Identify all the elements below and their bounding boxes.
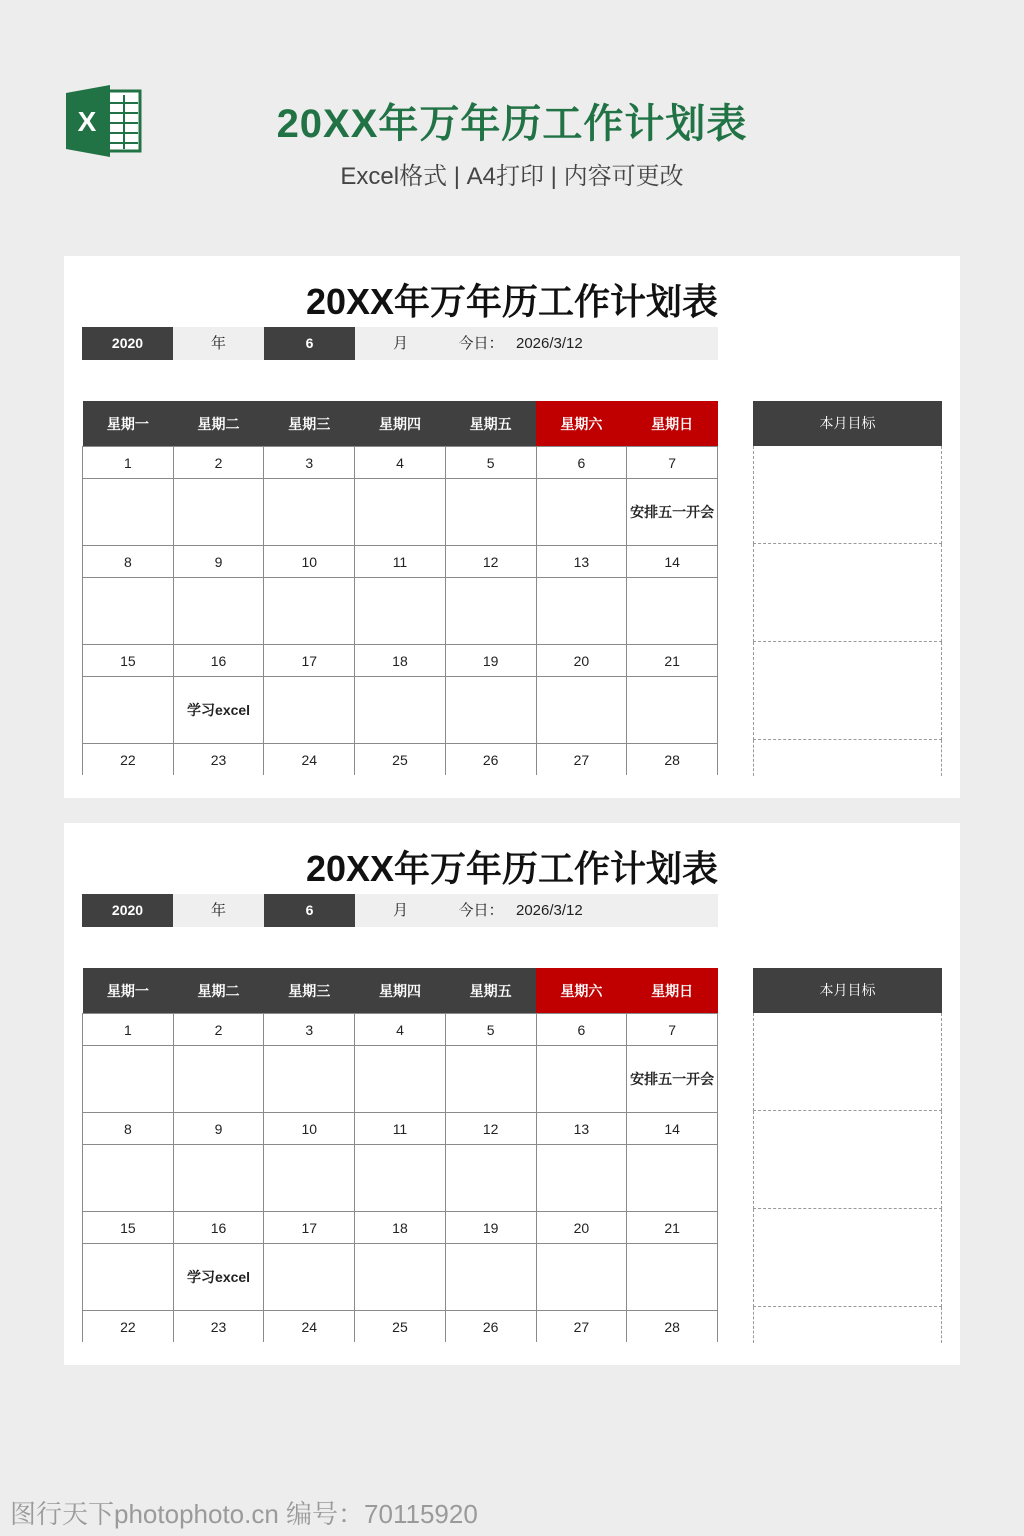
- date-cell[interactable]: 16: [173, 645, 264, 677]
- note-cell[interactable]: [445, 1145, 536, 1212]
- note-cell[interactable]: [536, 1145, 627, 1212]
- date-cell[interactable]: 4: [355, 447, 446, 479]
- note-cell[interactable]: [83, 1046, 174, 1113]
- date-row: [83, 645, 718, 677]
- weekday-header: 星期五: [445, 401, 536, 447]
- today-value: 2026/3/12: [516, 327, 718, 360]
- note-cell[interactable]: [536, 1244, 627, 1311]
- date-cell[interactable]: 4: [355, 1014, 446, 1046]
- date-cell[interactable]: 6: [536, 447, 627, 479]
- weekday-header: 星期日: [627, 401, 718, 447]
- date-row: [83, 1311, 718, 1343]
- note-cell[interactable]: [627, 578, 718, 645]
- note-cell[interactable]: [355, 578, 446, 645]
- month-selector[interactable]: 6: [264, 894, 355, 927]
- note-cell[interactable]: [83, 578, 174, 645]
- note-cell[interactable]: [264, 1145, 355, 1212]
- weekday-header: 星期一: [83, 968, 174, 1014]
- year-selector[interactable]: 2020: [82, 894, 173, 927]
- calendar-grid: [82, 968, 718, 1342]
- weekday-header: 星期三: [264, 968, 355, 1014]
- note-cell[interactable]: [173, 479, 264, 546]
- goal-entry[interactable]: [753, 740, 942, 776]
- note-cell[interactable]: [536, 578, 627, 645]
- note-cell[interactable]: [83, 1145, 174, 1212]
- note-cell[interactable]: [264, 479, 355, 546]
- note-cell[interactable]: 安排五一开会: [627, 479, 718, 546]
- note-cell[interactable]: [445, 578, 536, 645]
- notes-row: [83, 1145, 718, 1212]
- date-cell[interactable]: 13: [536, 1113, 627, 1145]
- monthly-goals-panel: [753, 401, 942, 776]
- note-cell[interactable]: [627, 677, 718, 744]
- note-cell[interactable]: [173, 1145, 264, 1212]
- notes-row: [83, 578, 718, 645]
- weekday-header: 星期五: [445, 968, 536, 1014]
- date-cell[interactable]: 3: [264, 447, 355, 479]
- date-cell[interactable]: 10: [264, 546, 355, 578]
- goals-header: 本月目标: [753, 968, 942, 1013]
- note-cell[interactable]: [355, 1244, 446, 1311]
- note-cell[interactable]: [264, 1244, 355, 1311]
- date-cell[interactable]: 17: [264, 645, 355, 677]
- date-row: [83, 546, 718, 578]
- note-cell[interactable]: 学习excel: [173, 677, 264, 744]
- year-label: 年: [173, 894, 264, 927]
- date-cell[interactable]: 19: [445, 645, 536, 677]
- notes-row: [83, 479, 718, 546]
- watermark: 图行天下photophoto.cn 编号：70115920: [10, 1499, 478, 1529]
- year-label: 年: [173, 327, 264, 360]
- date-cell[interactable]: 7: [627, 1014, 718, 1046]
- date-cell[interactable]: 2: [173, 447, 264, 479]
- date-cell[interactable]: 5: [445, 447, 536, 479]
- page-subtitle: Excel格式 | A4打印 | 内容可更改: [340, 163, 684, 190]
- note-cell[interactable]: [355, 1145, 446, 1212]
- page-title: 20XX年万年历工作计划表: [276, 102, 748, 146]
- monthly-goals-panel: [753, 968, 942, 1343]
- weekday-header: 星期二: [173, 968, 264, 1014]
- weekday-header: 星期二: [173, 401, 264, 447]
- calendar-sheet-1: [64, 256, 960, 798]
- date-cell[interactable]: 20: [536, 645, 627, 677]
- note-cell[interactable]: [264, 578, 355, 645]
- note-cell[interactable]: [536, 677, 627, 744]
- sheet-title: 20XX年万年历工作计划表: [305, 848, 719, 889]
- note-cell[interactable]: [627, 1244, 718, 1311]
- note-cell[interactable]: [355, 479, 446, 546]
- note-cell[interactable]: [83, 677, 174, 744]
- sheet-title: 20XX年万年历工作计划表: [305, 281, 719, 322]
- note-cell[interactable]: [355, 677, 446, 744]
- date-row: [83, 1113, 718, 1145]
- date-cell[interactable]: 5: [445, 1014, 536, 1046]
- date-cell[interactable]: 15: [83, 1212, 174, 1244]
- date-cell[interactable]: 10: [264, 1113, 355, 1145]
- date-row: [83, 744, 718, 776]
- goal-entry[interactable]: [753, 1209, 942, 1307]
- date-row: [83, 1014, 718, 1046]
- month-label: 月: [355, 894, 446, 927]
- date-row: [83, 447, 718, 479]
- date-cell[interactable]: 13: [536, 546, 627, 578]
- note-cell[interactable]: [83, 1244, 174, 1311]
- date-cell[interactable]: 8: [83, 546, 174, 578]
- date-cell[interactable]: 1: [83, 447, 174, 479]
- weekday-header: 星期四: [355, 401, 446, 447]
- date-cell[interactable]: 18: [355, 1212, 446, 1244]
- weekday-header-row: [83, 401, 718, 447]
- goal-entry[interactable]: [753, 1013, 942, 1111]
- goal-entry[interactable]: [753, 446, 942, 544]
- year-selector[interactable]: 2020: [82, 327, 173, 360]
- date-cell[interactable]: 23: [173, 744, 264, 776]
- date-cell[interactable]: 8: [83, 1113, 174, 1145]
- date-cell[interactable]: 14: [627, 1113, 718, 1145]
- calendar-grid: [82, 401, 718, 775]
- weekday-header: 星期六: [536, 401, 627, 447]
- date-cell[interactable]: 21: [627, 645, 718, 677]
- date-cell[interactable]: 9: [173, 1113, 264, 1145]
- note-cell[interactable]: [355, 1046, 446, 1113]
- date-cell[interactable]: 24: [264, 744, 355, 776]
- date-cell[interactable]: 26: [445, 744, 536, 776]
- date-cell[interactable]: 11: [355, 546, 446, 578]
- goals-header: 本月目标: [753, 401, 942, 446]
- weekday-header: 星期六: [536, 968, 627, 1014]
- date-cell[interactable]: 25: [355, 1311, 446, 1343]
- date-cell[interactable]: 22: [83, 744, 174, 776]
- goal-entry[interactable]: [753, 544, 942, 642]
- note-cell[interactable]: [83, 479, 174, 546]
- date-cell[interactable]: 23: [173, 1311, 264, 1343]
- weekday-header: 星期一: [83, 401, 174, 447]
- note-cell[interactable]: [627, 1145, 718, 1212]
- date-cell[interactable]: 15: [83, 645, 174, 677]
- today-value: 2026/3/12: [516, 894, 718, 927]
- note-cell[interactable]: [264, 677, 355, 744]
- calendar-sheet-2: [64, 823, 960, 1365]
- date-cell[interactable]: 28: [627, 1311, 718, 1343]
- date-cell[interactable]: 22: [83, 1311, 174, 1343]
- goal-entry[interactable]: [753, 1111, 942, 1209]
- date-cell[interactable]: 16: [173, 1212, 264, 1244]
- date-cell[interactable]: 2: [173, 1014, 264, 1046]
- date-cell[interactable]: 3: [264, 1014, 355, 1046]
- note-cell[interactable]: [173, 578, 264, 645]
- note-cell[interactable]: [536, 1046, 627, 1113]
- date-cell[interactable]: 25: [355, 744, 446, 776]
- date-cell[interactable]: 11: [355, 1113, 446, 1145]
- date-cell[interactable]: 12: [445, 1113, 536, 1145]
- date-cell[interactable]: 27: [536, 744, 627, 776]
- note-cell[interactable]: [445, 479, 536, 546]
- month-selector[interactable]: 6: [264, 327, 355, 360]
- date-cell[interactable]: 14: [627, 546, 718, 578]
- date-cell[interactable]: 9: [173, 546, 264, 578]
- date-cell[interactable]: 7: [627, 447, 718, 479]
- date-cell[interactable]: 17: [264, 1212, 355, 1244]
- date-cell[interactable]: 6: [536, 1014, 627, 1046]
- date-cell[interactable]: 1: [83, 1014, 174, 1046]
- date-cell[interactable]: 27: [536, 1311, 627, 1343]
- weekday-header: 星期三: [264, 401, 355, 447]
- date-cell[interactable]: 20: [536, 1212, 627, 1244]
- notes-row: [83, 1046, 718, 1113]
- excel-icon-letter: X: [77, 106, 97, 137]
- goal-entry[interactable]: [753, 1307, 942, 1343]
- note-cell[interactable]: [264, 1046, 355, 1113]
- today-label: 今日：: [446, 327, 516, 360]
- note-cell[interactable]: [173, 1046, 264, 1113]
- today-label: 今日：: [446, 894, 516, 927]
- note-cell[interactable]: 学习excel: [173, 1244, 264, 1311]
- note-cell[interactable]: [445, 677, 536, 744]
- weekday-header: 星期四: [355, 968, 446, 1014]
- weekday-header: 星期日: [627, 968, 718, 1014]
- date-cell[interactable]: 26: [445, 1311, 536, 1343]
- date-cell[interactable]: 28: [627, 744, 718, 776]
- note-cell[interactable]: [445, 1244, 536, 1311]
- date-cell[interactable]: 21: [627, 1212, 718, 1244]
- notes-row: [83, 677, 718, 744]
- goal-entry[interactable]: [753, 642, 942, 740]
- note-cell[interactable]: [536, 479, 627, 546]
- date-row: [83, 1212, 718, 1244]
- date-cell[interactable]: 24: [264, 1311, 355, 1343]
- weekday-header-row: [83, 968, 718, 1014]
- date-cell[interactable]: 18: [355, 645, 446, 677]
- date-cell[interactable]: 12: [445, 546, 536, 578]
- month-label: 月: [355, 327, 446, 360]
- note-cell[interactable]: 安排五一开会: [627, 1046, 718, 1113]
- note-cell[interactable]: [445, 1046, 536, 1113]
- notes-row: [83, 1244, 718, 1311]
- date-cell[interactable]: 19: [445, 1212, 536, 1244]
